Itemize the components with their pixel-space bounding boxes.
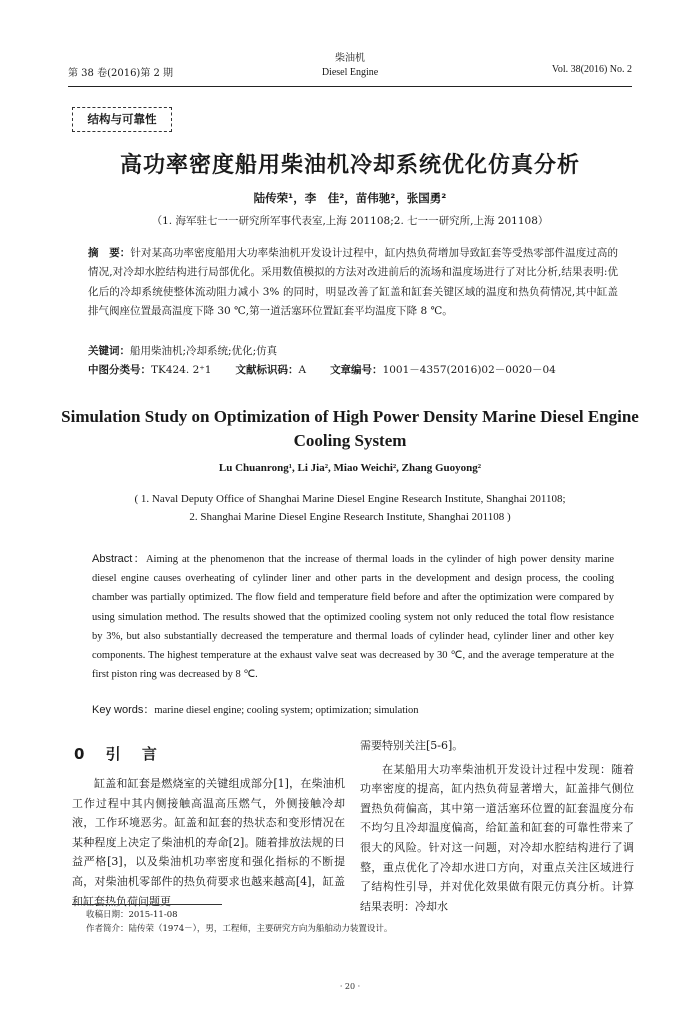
article-no-label: 文章编号： <box>330 364 383 376</box>
abstract-en-label: Abstract： <box>92 553 146 565</box>
header-journal-en: Diesel Engine <box>321 67 379 78</box>
abstract-cn-label: 摘 要： <box>88 247 131 259</box>
affiliation-en-line2: 2. Shanghai Marine Diesel Engine Research Institute, Shanghai 201108 ) <box>189 511 511 523</box>
header-vol-en: Vol. 38(2016) No. 2 <box>551 64 632 75</box>
affiliation-cn: （1. 海军驻七一一研究所军事代表室,上海 201108;2. 七一一研究所,上海 201108） <box>151 215 549 227</box>
intro-paragraph-2: 在某船用大功率柴油机开发设计过程中发现：随着功率密度的提高，缸内热负荷显著增大，缸盖排气侧位置热负荷偏高，其中第一道活塞环位置的缸套温度分布不均匀且冷却温度偏高，给缸盖和缸套的可靠性带来了很大的风险。针对这一问题，对冷却水腔结构进行了调整，重点优化了冷却水进口方向，对重点关注区域进行了结构性引导，并对优化效果做有限元仿真分析。计算结果表明：冷却水 <box>360 762 634 913</box>
abstract-en-text: Aiming at the phenomenon that the increase of thermal loads in the cylinder of high power density marine diesel engine causes overheating of cylinder liner and other parts in the development and design process, the cooling chamber was partially optimized. The flow field and temperature field before and after the optimization were compared by using simulation method. The results showed that the optimized cooling system not only reduced the total flow resistance by 3%, but also substantially decreased the temperature and thermal loads of cylinder head, cylinder liner and other key components. The highest temperature at the exhaust valve seat was decreased by 30 ℃, and the average temperature at the first piston ring was decreased by 8 ℃. <box>92 554 614 681</box>
footnote <box>86 908 392 936</box>
doc-code-label: 文献标识码： <box>235 364 299 376</box>
affiliation-en-line1: ( 1. Naval Deputy Office of Shanghai Marine Diesel Engine Research Institute, Shanghai 201108; <box>134 493 566 505</box>
abstract-cn-text: 针对某高功率密度船用大功率柴油机开发设计过程中，缸内热负荷增加导致缸套等受热零部件温度过高的情况,对冷却水腔结构进行局部优化。采用数值模拟的方法对改进前后的流场和温度场进行了对比分析,结果表明:优化后的冷却系统使整体流动阻力减小 3% 的同时，明显改善了缸盖和缸套关键区域的温度和热负荷情况,其中缸盖排气阀座位置最高温度下降 30 ℃,第一道活塞环位置缸套平均温度下降 8 ℃。 <box>88 247 619 317</box>
doc-code-value: A <box>298 364 307 376</box>
authors-cn: 陆传荣¹，李 佳²，苗伟驰²，张国勇² <box>253 191 447 205</box>
keywords-en-text: marine diesel engine; cooling system; optimization; simulation <box>154 705 419 716</box>
footnote-rule <box>72 904 222 905</box>
page-number: · 20 · <box>339 982 361 991</box>
footnote-received: 收稿日期：2015-11-08 <box>86 910 178 920</box>
keywords-cn-text: 船用柴油机;冷却系统;优化;仿真 <box>130 345 278 357</box>
header-volume: 第 38 卷(2016)第 2 期 <box>68 68 174 79</box>
cls-label: 中图分类号： <box>88 364 151 376</box>
body-column-left <box>72 735 345 911</box>
keywords-cn-label: 关键词： <box>88 345 130 357</box>
header-rule <box>68 86 632 87</box>
affiliation-en <box>40 490 660 526</box>
intro-paragraph-1: 缸盖和缸套是燃烧室的关键组成部分[1]，在柴油机工作过程中其内侧接触高温高压燃气，外侧接触冷却液，工作环境恶劣。缸盖和缸套的热状态和变形情况在某种程度上决定了柴油机的寿命[2]。随着排放法规的日益严格[3]，以及柴油机功率密度和强化指标的不断提高，对柴油机零部件的热负荷要求也越来越高[4]，缸盖和缸套热负荷问题更 <box>72 777 345 908</box>
header-journal-cn: 柴油机 <box>335 53 365 64</box>
keywords-en <box>92 701 614 720</box>
abstract-en <box>92 550 614 684</box>
abstract-cn <box>88 244 618 321</box>
cls-value: TK424. 2⁺1 <box>151 364 212 376</box>
title-cn: 高功率密度船用柴油机冷却系统优化仿真分析 <box>119 153 580 178</box>
running-header <box>68 53 632 84</box>
intro-paragraph-1-cont: 需要特别关注[5-6]。 <box>360 739 464 752</box>
section-heading-intro: 0 引 言 <box>74 745 165 763</box>
keywords-en-label: Key words： <box>92 704 155 716</box>
header-journal <box>68 52 632 80</box>
article-no-value: 1001－4357(2016)02－0020－04 <box>382 364 556 376</box>
classification-line <box>88 361 628 380</box>
section-tag: 结构与可靠性 <box>72 107 172 132</box>
title-en: Simulation Study on Optimization of High Power Density Marine Diesel Engine Cooling System <box>61 407 639 450</box>
body-column-right <box>360 736 634 916</box>
keywords-cn <box>88 342 618 361</box>
footnote-author: 作者简介：陆传荣（1974－），男，工程师，主要研究方向为船舶动力装置设计。 <box>86 924 393 934</box>
authors-en: Lu Chuanrong¹, Li Jia², Miao Weichi², Zhang Guoyong² <box>218 462 482 474</box>
